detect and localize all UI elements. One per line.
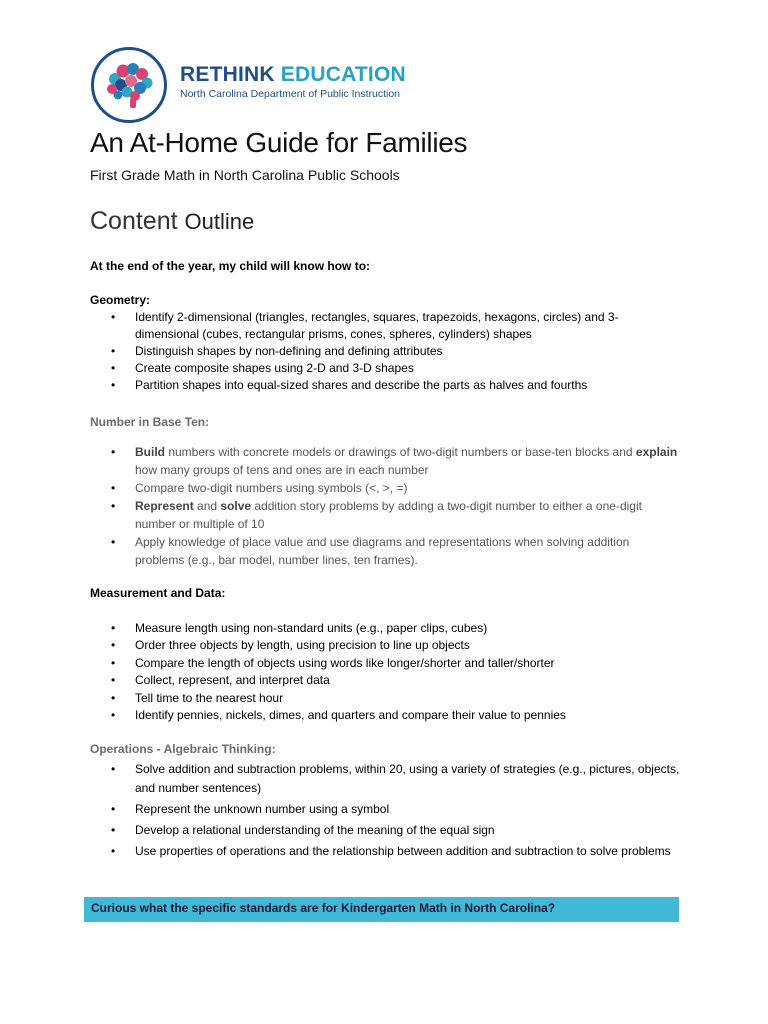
measurement-heading: Measurement and Data: bbox=[90, 586, 226, 600]
section-title bbox=[90, 207, 254, 236]
brand-name-part2: EDUCATION bbox=[280, 63, 406, 86]
list-item: • Identify pennies, nickels, dimes, and quarters and compare their value to pennies bbox=[90, 707, 680, 724]
brand-block bbox=[180, 62, 406, 101]
list-item: • Partition shapes into equal-sized shares and describe the parts as halves and fourths bbox=[90, 377, 680, 394]
standards-banner bbox=[84, 897, 679, 922]
list-item: • Create composite shapes using 2-D and 3-D shapes bbox=[90, 360, 680, 377]
section-title-word1: Content bbox=[90, 207, 178, 235]
brand-subtitle: North Carolina Department of Public Instruction bbox=[180, 88, 401, 100]
list-item: • Apply knowledge of place value and use diagrams and representations when solving addition problems (e.g., bar model, number lines, ten frames). bbox=[90, 533, 680, 569]
list-item: • Develop a relational understanding of the meaning of the equal sign bbox=[90, 821, 680, 840]
list-item: • Collect, represent, and interpret data bbox=[90, 672, 680, 689]
geometry-heading: Geometry: bbox=[90, 293, 151, 307]
list-item: • Distinguish shapes by non-defining and defining attributes bbox=[90, 343, 680, 360]
list-item: • Solve addition and subtraction problems, within 20, using a variety of strategies (e.g., pictures, objects, and number sentences) bbox=[90, 760, 680, 798]
operations-heading: Operations - Algebraic Thinking: bbox=[90, 742, 276, 756]
list-item: • Tell time to the nearest hour bbox=[90, 690, 680, 707]
list-item: • Build numbers with concrete models or drawings of two-digit numbers or base-ten blocks and explain how many groups of tens and ones are in each number bbox=[90, 443, 680, 479]
brand-name bbox=[180, 62, 406, 88]
page-subtitle: First Grade Math in North Carolina Public Schools bbox=[90, 167, 400, 183]
page-title: An At-Home Guide for Families bbox=[90, 127, 468, 158]
list-item: • Use properties of operations and the relationship between addition and subtraction to solve problems bbox=[90, 842, 680, 861]
base-ten-heading: Number in Base Ten: bbox=[90, 415, 210, 429]
operations-list bbox=[90, 760, 680, 861]
base-ten-list bbox=[90, 443, 680, 569]
list-item: • Identify 2-dimensional (triangles, rectangles, squares, trapezoids, hexagons, circles) and 3-dimensional (cubes, rectangular prisms, cones, spheres, cylinders) shapes bbox=[90, 309, 680, 343]
brand-name-part1: RETHINK bbox=[180, 63, 275, 86]
list-item: • Compare two-digit numbers using symbols (<, >, =) bbox=[90, 479, 680, 497]
list-item: • Measure length using non-standard units (e.g., paper clips, cubes) bbox=[90, 620, 680, 637]
list-item: • Order three objects by length, using precision to line up objects bbox=[90, 637, 680, 654]
intro-text: At the end of the year, my child will know how to: bbox=[90, 259, 371, 273]
brain-icon bbox=[90, 46, 168, 124]
list-item: • Represent the unknown number using a symbol bbox=[90, 800, 680, 819]
section-title-word2: Outline bbox=[184, 209, 255, 234]
list-item: • Represent and solve addition story problems by adding a two-digit number to either a one-digit number or multiple of 10 bbox=[90, 497, 680, 533]
geometry-list bbox=[90, 309, 680, 394]
banner-text: Curious what the specific standards are for Kindergarten Math in North Carolina? bbox=[91, 901, 556, 915]
list-item: • Compare the length of objects using words like longer/shorter and taller/shorter bbox=[90, 655, 680, 672]
measurement-list bbox=[90, 620, 680, 724]
